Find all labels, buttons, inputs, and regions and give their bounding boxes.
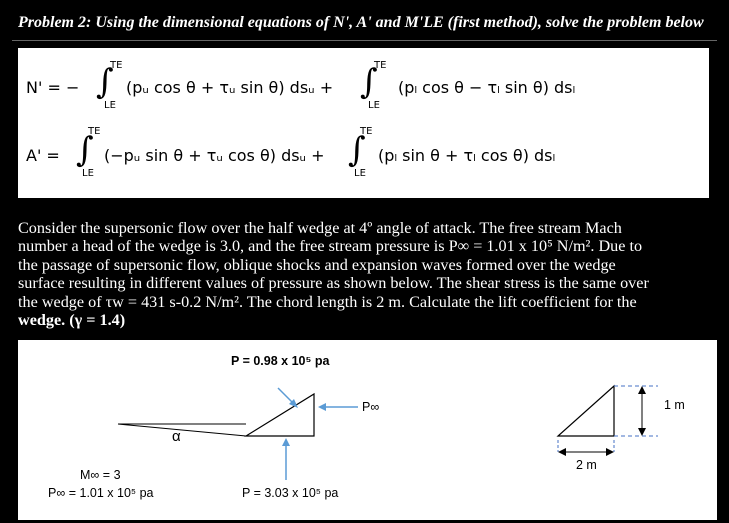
limit-bottom: LE [82, 168, 94, 179]
arrowhead [558, 448, 566, 456]
wedge-figure [18, 340, 717, 520]
arrowhead [638, 386, 646, 394]
a-prime-lhs: A' = [26, 146, 60, 165]
arrowhead [638, 428, 646, 436]
bottom-pressure-label: P = 3.03 x 10⁵ pa [242, 486, 339, 500]
mach-label: M∞ = 3 [80, 468, 121, 482]
problem-line: number a head of the wedge is 3.0, and the free stream pressure is P∞ = 1.01 x 10⁵ N/m². Due to [18, 237, 643, 256]
limit-top: TE [88, 126, 101, 137]
freestream-pressure-label: P∞ = 1.01 x 10⁵ pa [48, 486, 154, 500]
alpha-label: α [172, 428, 181, 445]
a-prime-upper-term: (−pᵤ sin θ + τᵤ cos θ) dsᵤ + [104, 146, 325, 165]
integral-sign: ∫ [360, 62, 378, 102]
wedge-shape [246, 394, 314, 436]
limit-top: TE [374, 60, 387, 71]
integral-sign: ∫ [76, 130, 94, 170]
n-prime-upper-term: (pᵤ cos θ + τᵤ sin θ) dsᵤ + [126, 78, 334, 97]
limit-bottom: LE [104, 100, 116, 111]
chord-line [118, 424, 246, 436]
height-label: 1 m [664, 398, 685, 412]
problem-line: surface resulting in different values of pressure as shown below. The shear stress is the same over [18, 274, 649, 293]
problem-statement [18, 219, 718, 329]
n-prime-lower-term: (pₗ cos θ − τₗ sin θ) dsₗ [398, 78, 576, 97]
integral-sign: ∫ [348, 130, 366, 170]
limit-bottom: LE [354, 168, 366, 179]
problem-line: Consider the supersonic flow over the half wedge at 4º angle of attack. The free stream Mach [18, 219, 622, 237]
limit-top: TE [110, 60, 123, 71]
freestream-pressure-symbol: P∞ [362, 400, 380, 414]
limit-top: TE [360, 126, 373, 137]
integral-sign: ∫ [96, 62, 114, 102]
limit-bottom: LE [368, 100, 380, 111]
a-prime-lower-term: (pₗ sin θ + τₗ cos θ) dsₗ [378, 146, 556, 165]
problem-title: Problem 2: Using the dimensional equations of N', A' and M'LE (first method), solve the problem below [18, 14, 704, 31]
arrowhead [282, 438, 290, 446]
arrowhead [318, 403, 326, 411]
dimension-wedge [558, 386, 614, 436]
n-prime-lhs: N' = − [26, 78, 80, 97]
chord-length-label: 2 m [576, 458, 597, 472]
title-divider [12, 40, 717, 41]
problem-line: the passage of supersonic flow, oblique shocks and expansion waves formed over the wedge [18, 255, 616, 274]
top-pressure-label: P = 0.98 x 10⁵ pa [231, 354, 330, 368]
problem-line: the wedge of τw = 431 s-0.2 N/m². The chord length is 2 m. Calculate the lift coefficient for the [18, 292, 637, 311]
equations-panel [18, 48, 709, 198]
problem-line: wedge. (γ = 1.4) [18, 311, 126, 330]
arrowhead [606, 448, 614, 456]
